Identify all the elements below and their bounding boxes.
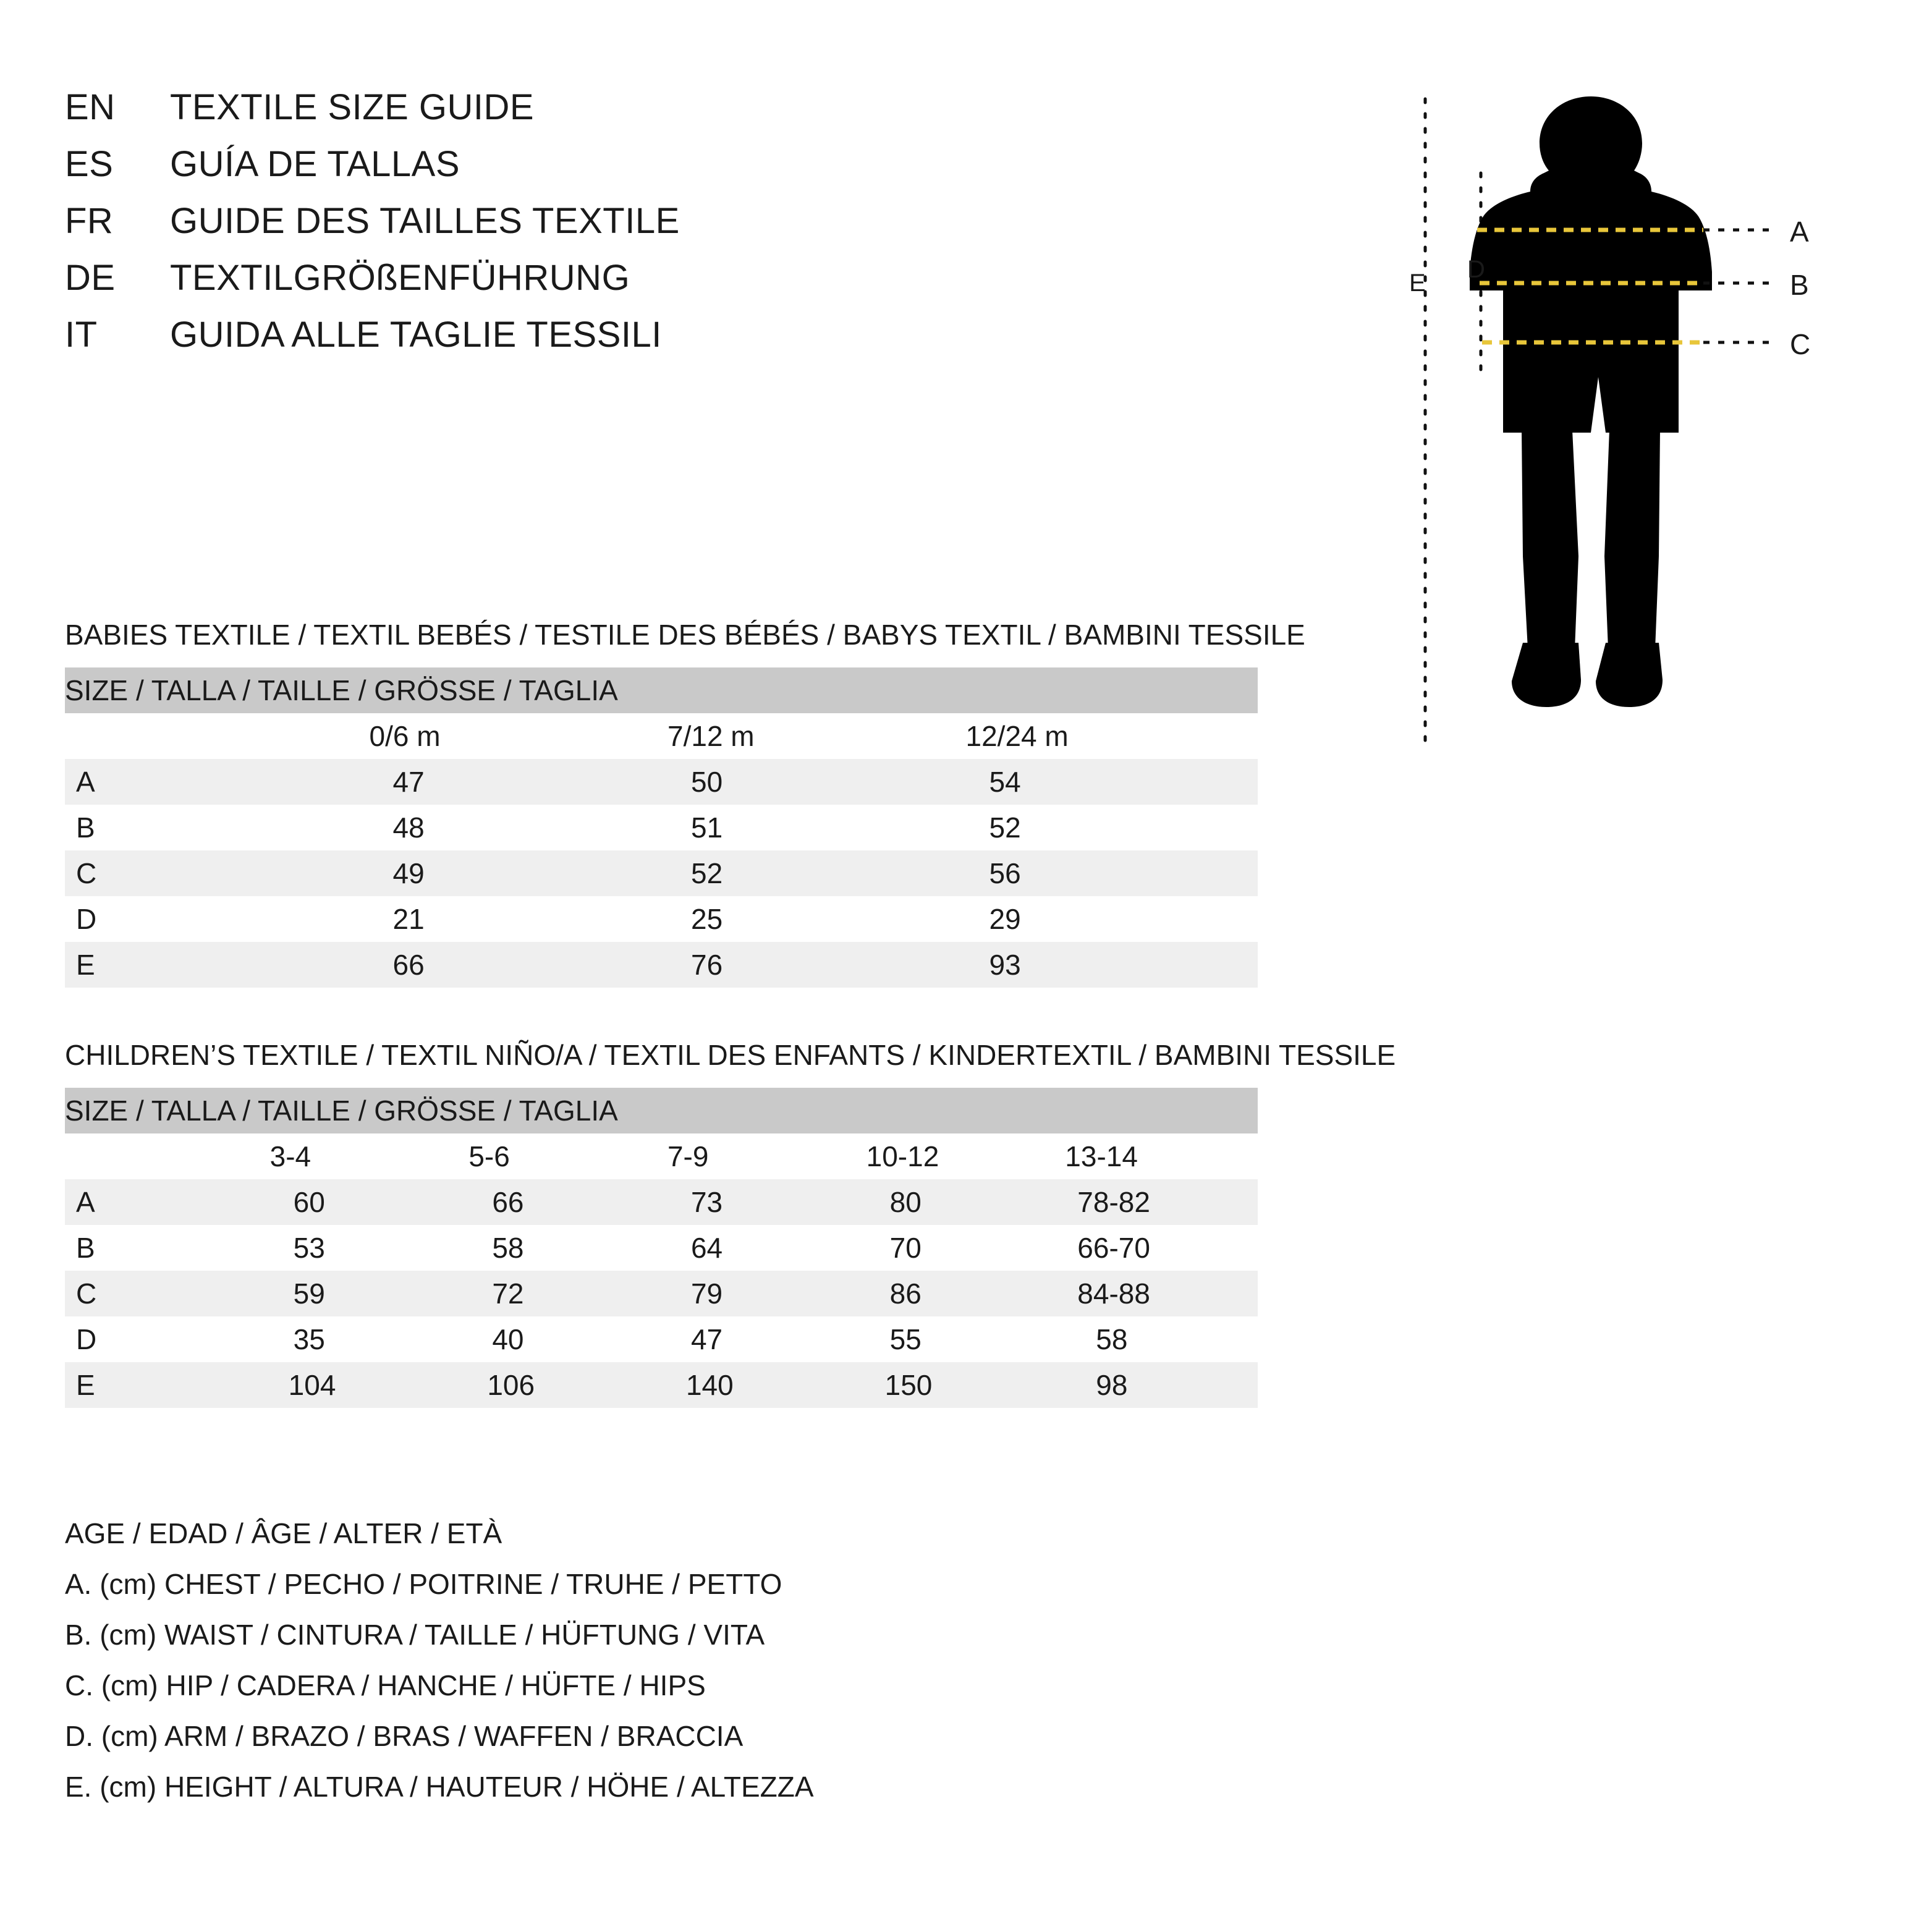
children-row-d-v1: 40 xyxy=(462,1316,661,1362)
children-row-c-v3: 86 xyxy=(860,1271,1059,1316)
figure-label-a: A xyxy=(1790,216,1809,248)
children-table-band-row xyxy=(65,1088,1258,1133)
children-col-2: 7-9 xyxy=(661,1133,860,1179)
babies-row-a-v2: 54 xyxy=(960,759,1258,805)
language-code-it: IT xyxy=(65,315,98,355)
figure-label-c: C xyxy=(1790,328,1811,360)
children-row-d-v3: 55 xyxy=(860,1316,1059,1362)
children-row-d-v2: 47 xyxy=(661,1316,860,1362)
legend-line-e: E. (cm) HEIGHT / ALTURA / HAUTEUR / HÖHE / ALTEZZA xyxy=(65,1771,814,1803)
children-row-a-v3: 80 xyxy=(860,1179,1059,1225)
children-row-e-v4: 98 xyxy=(1059,1362,1258,1408)
language-code-de: DE xyxy=(65,258,116,298)
children-row-c-v4: 84-88 xyxy=(1059,1271,1258,1316)
language-title-es: GUÍA DE TALLAS xyxy=(170,144,460,184)
babies-table-band-row xyxy=(65,667,1258,713)
children-col-4: 13-14 xyxy=(1059,1133,1258,1179)
table-row xyxy=(65,1179,1258,1225)
babies-table-band-label: SIZE / TALLA / TAILLE / GRÖSSE / TAGLIA xyxy=(65,667,1258,713)
children-row-a-v2: 73 xyxy=(661,1179,860,1225)
babies-row-e-v1: 76 xyxy=(661,942,960,988)
table-row xyxy=(65,1271,1258,1316)
babies-row-b-v1: 51 xyxy=(661,805,960,850)
child-silhouette xyxy=(1470,96,1712,707)
children-table-column-header xyxy=(65,1133,1258,1179)
babies-col-corner xyxy=(65,713,363,759)
children-row-b-v3: 70 xyxy=(860,1225,1059,1271)
children-row-e-v3: 150 xyxy=(860,1362,1059,1408)
children-row-c-v1: 72 xyxy=(462,1271,661,1316)
babies-row-d-v1: 25 xyxy=(661,896,960,942)
children-table-band-label: SIZE / TALLA / TAILLE / GRÖSSE / TAGLIA xyxy=(65,1088,1258,1133)
children-row-b-v2: 64 xyxy=(661,1225,860,1271)
children-col-1: 5-6 xyxy=(462,1133,661,1179)
table-row xyxy=(65,805,1258,850)
babies-section-title: BABIES TEXTILE / TEXTIL BEBÉS / TESTILE DES BÉBÉS / BABYS TEXTIL / BAMBINI TESSILE xyxy=(65,619,1305,651)
language-row-es xyxy=(65,143,680,200)
children-row-e-v0: 104 xyxy=(264,1362,463,1408)
language-row-fr xyxy=(65,200,680,257)
children-row-e-v2: 140 xyxy=(661,1362,860,1408)
language-title-fr: GUIDE DES TAILLES TEXTILE xyxy=(170,201,680,241)
babies-row-a-label: A xyxy=(65,759,363,805)
measurement-figure xyxy=(1409,87,1870,779)
children-row-b-v4: 66-70 xyxy=(1059,1225,1258,1271)
children-row-a-label: A xyxy=(65,1179,264,1225)
legend-block xyxy=(65,1508,1301,1812)
table-row xyxy=(65,1316,1258,1362)
babies-row-b-v0: 48 xyxy=(363,805,662,850)
children-row-c-v0: 59 xyxy=(264,1271,463,1316)
legend-line-b: B. (cm) WAIST / CINTURA / TAILLE / HÜFTUNG / VITA xyxy=(65,1619,765,1651)
table-row xyxy=(65,850,1258,896)
figure-label-d: D xyxy=(1467,256,1485,283)
figure-label-e: E xyxy=(1409,269,1426,297)
children-row-a-v0: 60 xyxy=(264,1179,463,1225)
babies-row-d-label: D xyxy=(65,896,363,942)
children-row-a-v1: 66 xyxy=(462,1179,661,1225)
babies-col-1: 7/12 m xyxy=(661,713,960,759)
language-row-de xyxy=(65,257,680,314)
language-title-de: TEXTILGRÖßENFÜHRUNG xyxy=(170,258,630,298)
children-col-0: 3-4 xyxy=(264,1133,463,1179)
children-section xyxy=(65,1038,1396,1408)
babies-row-e-label: E xyxy=(65,942,363,988)
language-code-en: EN xyxy=(65,87,116,127)
children-row-d-label: D xyxy=(65,1316,264,1362)
children-row-d-v0: 35 xyxy=(264,1316,463,1362)
babies-row-d-v2: 29 xyxy=(960,896,1258,942)
children-row-b-v0: 53 xyxy=(264,1225,463,1271)
children-col-3: 10-12 xyxy=(860,1133,1059,1179)
babies-row-c-v0: 49 xyxy=(363,850,662,896)
babies-row-b-label: B xyxy=(65,805,363,850)
language-title-en: TEXTILE SIZE GUIDE xyxy=(170,87,535,127)
language-row-it xyxy=(65,314,680,371)
babies-row-b-v2: 52 xyxy=(960,805,1258,850)
language-code-fr: FR xyxy=(65,201,114,241)
babies-row-d-v0: 21 xyxy=(363,896,662,942)
children-row-e-v1: 106 xyxy=(462,1362,661,1408)
babies-table xyxy=(65,667,1258,988)
children-table xyxy=(65,1088,1258,1408)
legend-line-d: D. (cm) ARM / BRAZO / BRAS / WAFFEN / BRACCIA xyxy=(65,1720,744,1752)
babies-row-c-v2: 56 xyxy=(960,850,1258,896)
children-row-c-label: C xyxy=(65,1271,264,1316)
table-row xyxy=(65,1225,1258,1271)
babies-row-a-v1: 50 xyxy=(661,759,960,805)
language-code-es: ES xyxy=(65,144,114,184)
babies-col-2: 12/24 m xyxy=(960,713,1258,759)
language-header xyxy=(65,87,680,371)
babies-row-e-v0: 66 xyxy=(363,942,662,988)
children-section-title: CHILDREN’S TEXTILE / TEXTIL NIÑO/A / TEXTIL DES ENFANTS / KINDERTEXTIL / BAMBINI TESSILE xyxy=(65,1039,1396,1071)
babies-row-a-v0: 47 xyxy=(363,759,662,805)
babies-table-column-header xyxy=(65,713,1258,759)
table-row xyxy=(65,896,1258,942)
table-row xyxy=(65,759,1258,805)
children-row-b-v1: 58 xyxy=(462,1225,661,1271)
language-title-it: GUIDA ALLE TAGLIE TESSILI xyxy=(170,315,662,355)
babies-row-c-v1: 52 xyxy=(661,850,960,896)
babies-section xyxy=(65,618,1305,988)
babies-row-e-v2: 93 xyxy=(960,942,1258,988)
babies-col-0: 0/6 m xyxy=(363,713,662,759)
children-row-c-v2: 79 xyxy=(661,1271,860,1316)
children-row-d-v4: 58 xyxy=(1059,1316,1258,1362)
figure-label-b: B xyxy=(1790,269,1809,301)
children-row-b-label: B xyxy=(65,1225,264,1271)
babies-row-c-label: C xyxy=(65,850,363,896)
table-row xyxy=(65,1362,1258,1408)
legend-line-age: AGE / EDAD / ÂGE / ALTER / ETÀ xyxy=(65,1517,502,1549)
children-col-corner xyxy=(65,1133,264,1179)
language-row-en xyxy=(65,87,680,143)
children-row-a-v4: 78-82 xyxy=(1059,1179,1258,1225)
legend-line-a: A. (cm) CHEST / PECHO / POITRINE / TRUHE / PETTO xyxy=(65,1568,782,1600)
children-row-e-label: E xyxy=(65,1362,264,1408)
table-row xyxy=(65,942,1258,988)
legend-line-c: C. (cm) HIP / CADERA / HANCHE / HÜFTE / HIPS xyxy=(65,1669,706,1701)
